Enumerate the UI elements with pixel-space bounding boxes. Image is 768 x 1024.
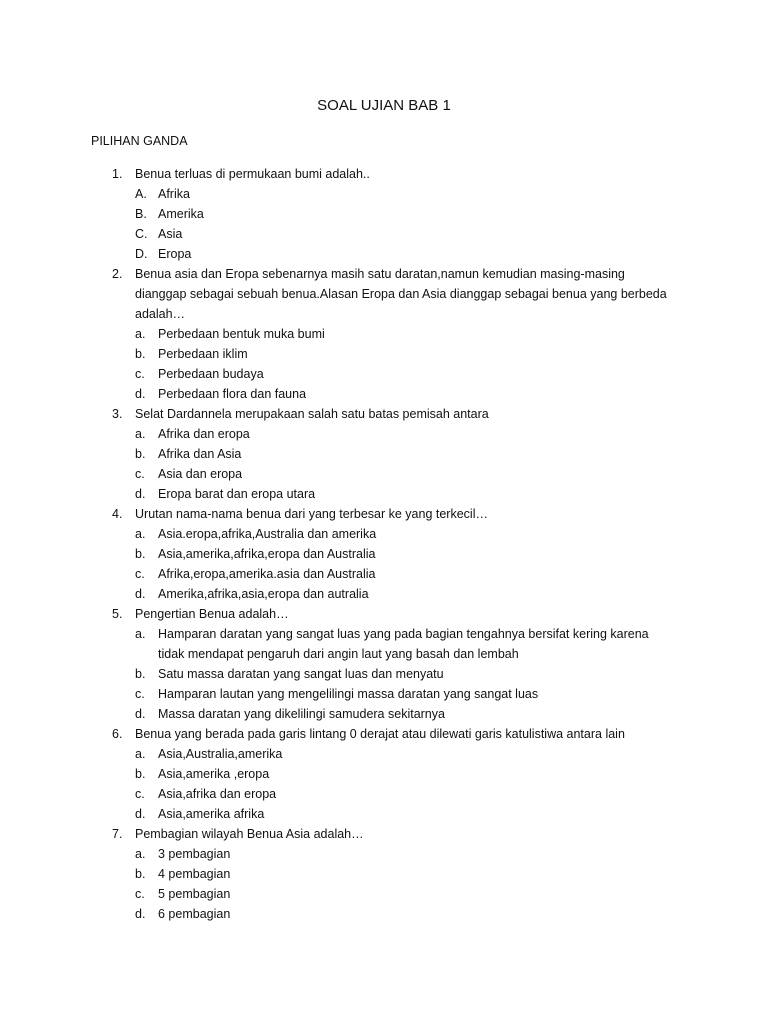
answer-option [135, 544, 672, 564]
option-text: Perbedaan bentuk muka bumi [158, 327, 325, 341]
answer-option [135, 684, 672, 704]
answer-options [112, 744, 672, 824]
section-heading: PILIHAN GANDA [91, 134, 188, 148]
option-label: d. [135, 707, 146, 721]
answer-option [135, 324, 672, 344]
answer-options [112, 524, 672, 604]
answer-option [135, 244, 672, 264]
answer-options [112, 324, 672, 404]
option-text: Afrika [158, 187, 190, 201]
option-label: b. [135, 867, 146, 881]
option-label: b. [135, 347, 146, 361]
answer-options [112, 624, 672, 724]
option-label: A. [135, 187, 147, 201]
option-text: Hamparan daratan yang sangat luas yang pada bagian tengahnya bersifat kering karena tidak mendapat pengaruh dari angin laut yang basah dan lembah [158, 627, 649, 661]
option-text: Afrika,eropa,amerika.asia dan Australia [158, 567, 376, 581]
question-item [112, 264, 672, 404]
answer-option [135, 864, 672, 884]
answer-option [135, 364, 672, 384]
answer-option [135, 704, 672, 724]
option-label: a. [135, 847, 146, 861]
option-label: d. [135, 387, 146, 401]
question-item [112, 404, 672, 504]
question-text: Benua asia dan Eropa sebenarnya masih satu daratan,namun kemudian masing-masing dianggap sebagai sebuah benua.Alasan Eropa dan Asia dianggap sebagai benua yang berbeda adalah… [135, 267, 667, 321]
question-line [112, 404, 672, 424]
question-text: Selat Dardannela merupakaan salah satu batas pemisah antara [135, 407, 489, 421]
option-label: b. [135, 447, 146, 461]
option-label: a. [135, 747, 146, 761]
option-text: Afrika dan Asia [158, 447, 242, 461]
question-item [112, 164, 672, 264]
option-label: c. [135, 367, 145, 381]
option-text: Asia,amerika,afrika,eropa dan Australia [158, 547, 376, 561]
question-text: Benua terluas di permukaan bumi adalah.. [135, 167, 370, 181]
option-text: Massa daratan yang dikelilingi samudera sekitarnya [158, 707, 445, 721]
option-label: b. [135, 767, 146, 781]
answer-option [135, 584, 672, 604]
option-text: 6 pembagian [158, 907, 231, 921]
answer-option [135, 184, 672, 204]
option-label: d. [135, 587, 146, 601]
question-line [112, 264, 672, 324]
option-text: Asia,amerika afrika [158, 807, 265, 821]
question-number: 3. [112, 407, 123, 421]
option-text: Perbedaan iklim [158, 347, 248, 361]
answer-option [135, 424, 672, 444]
option-label: d. [135, 807, 146, 821]
question-number: 4. [112, 507, 123, 521]
option-label: B. [135, 207, 147, 221]
answer-option [135, 764, 672, 784]
page-title: SOAL UJIAN BAB 1 [317, 97, 451, 114]
option-label: a. [135, 327, 146, 341]
option-label: c. [135, 567, 145, 581]
option-text: Perbedaan flora dan fauna [158, 387, 307, 401]
question-item [112, 504, 672, 604]
question-line [112, 824, 672, 844]
answer-option [135, 784, 672, 804]
option-label: b. [135, 547, 146, 561]
answer-option [135, 384, 672, 404]
question-number: 5. [112, 607, 123, 621]
option-text: Asia,amerika ,eropa [158, 767, 270, 781]
option-text: 5 pembagian [158, 887, 231, 901]
option-label: b. [135, 667, 146, 681]
question-text: Pembagian wilayah Benua Asia adalah… [135, 827, 364, 841]
option-text: 4 pembagian [158, 867, 231, 881]
question-list [112, 164, 672, 924]
option-text: Asia,afrika dan eropa [158, 787, 277, 801]
question-line [112, 724, 672, 744]
option-label: a. [135, 527, 146, 541]
option-text: Asia [158, 227, 183, 241]
question-line [112, 164, 672, 184]
option-label: d. [135, 907, 146, 921]
question-item [112, 824, 672, 924]
answer-option [135, 884, 672, 904]
answer-option [135, 464, 672, 484]
answer-option [135, 664, 672, 684]
answer-option [135, 844, 672, 864]
option-text: Asia,Australia,amerika [158, 747, 283, 761]
option-label: a. [135, 627, 146, 641]
option-text: Hamparan lautan yang mengelilingi massa daratan yang sangat luas [158, 687, 539, 701]
option-label: c. [135, 787, 145, 801]
option-text: Perbedaan budaya [158, 367, 264, 381]
option-text: 3 pembagian [158, 847, 231, 861]
question-line [112, 604, 672, 624]
option-text: Amerika [158, 207, 204, 221]
answer-options [112, 844, 672, 924]
option-text: Satu massa daratan yang sangat luas dan menyatu [158, 667, 444, 681]
answer-option [135, 204, 672, 224]
answer-option [135, 524, 672, 544]
option-label: d. [135, 487, 146, 501]
answer-options [112, 184, 672, 264]
answer-option [135, 344, 672, 364]
answer-option [135, 444, 672, 464]
option-text: Afrika dan eropa [158, 427, 250, 441]
question-number: 7. [112, 827, 123, 841]
option-text: Asia dan eropa [158, 467, 243, 481]
answer-option [135, 484, 672, 504]
option-label: D. [135, 247, 148, 261]
question-text: Benua yang berada pada garis lintang 0 derajat atau dilewati garis katulistiwa antara lain [135, 727, 625, 741]
question-number: 1. [112, 167, 123, 181]
option-text: Amerika,afrika,asia,eropa dan autralia [158, 587, 369, 601]
answer-option [135, 744, 672, 764]
answer-option [135, 564, 672, 584]
question-text: Pengertian Benua adalah… [135, 607, 289, 621]
answer-option [135, 624, 672, 664]
question-number: 6. [112, 727, 123, 741]
option-label: a. [135, 427, 146, 441]
option-text: Eropa barat dan eropa utara [158, 487, 316, 501]
question-line [112, 504, 672, 524]
option-label: c. [135, 467, 145, 481]
question-number: 2. [112, 267, 123, 281]
option-label: c. [135, 887, 145, 901]
option-text: Asia.eropa,afrika,Australia dan amerika [158, 527, 377, 541]
option-label: c. [135, 687, 145, 701]
question-text: Urutan nama-nama benua dari yang terbesar ke yang terkecil… [135, 507, 488, 521]
question-item [112, 604, 672, 724]
answer-option [135, 904, 672, 924]
answer-option [135, 224, 672, 244]
answer-option [135, 804, 672, 824]
option-label: C. [135, 227, 148, 241]
answer-options [112, 424, 672, 504]
question-item [112, 724, 672, 824]
option-text: Eropa [158, 247, 192, 261]
